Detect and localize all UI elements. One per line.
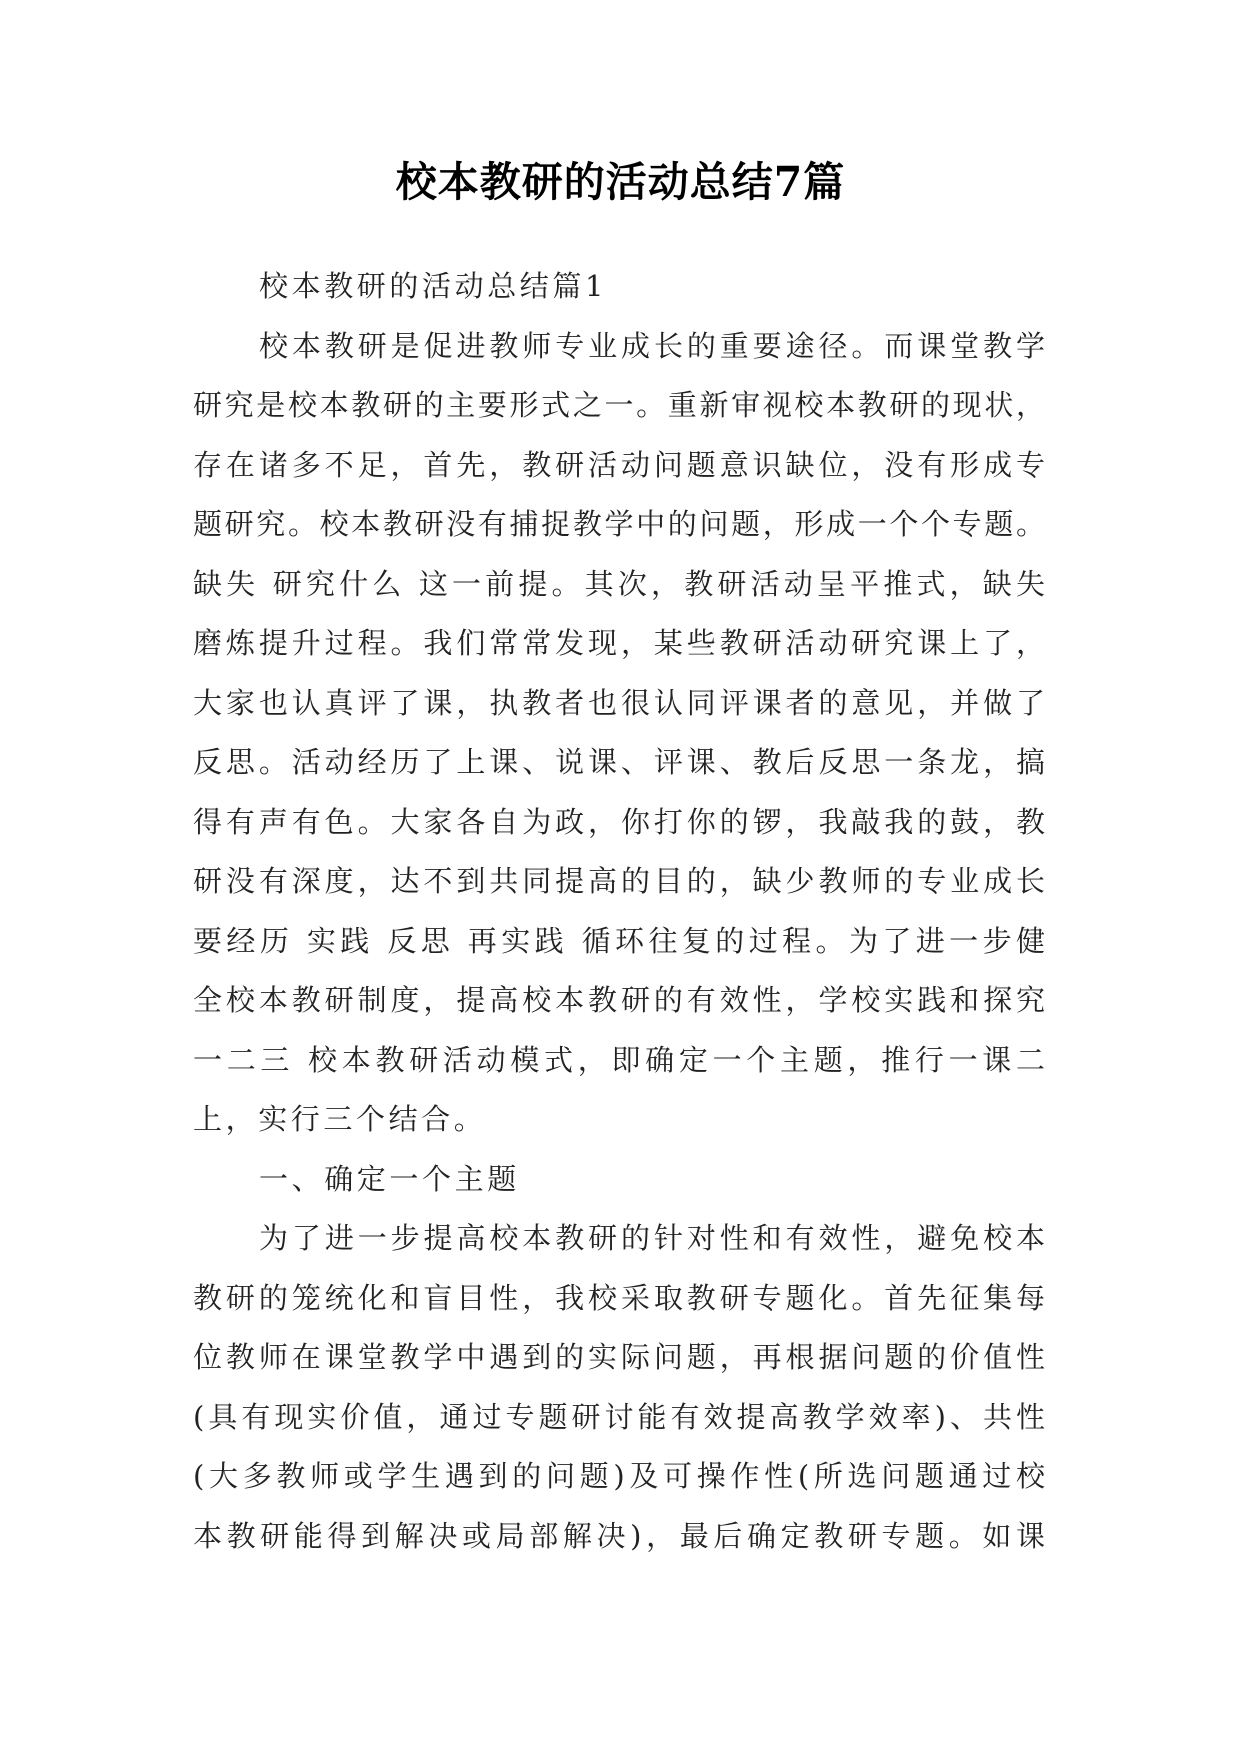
paragraph-line: 研究是校本教研的主要形式之一。重新审视校本教研的现状， [193,388,1045,422]
paragraph-line: 磨炼提升过程。我们常常发现，某些教研活动研究课上了， [193,626,1045,660]
paragraph-line: 为了进一步提高校本教研的针对性和有效性，避免校本 [259,1221,1045,1255]
paragraph-line: 一二三 校本教研活动模式，即确定一个主题，推行一课二 [193,1042,1045,1077]
paragraph-line: 要经历 实践 反思 再实践 循环往复的过程。为了进一步健 [193,923,1045,958]
paragraph-line: 研没有深度，达不到共同提高的目的，缺少教师的专业成长 [193,864,1045,898]
section-heading: 一、确定一个主题 [259,1161,520,1196]
paragraph-line: 位教师在课堂教学中遇到的实际问题，再根据问题的价值性 [193,1340,1045,1374]
paragraph-line: 教研的笼统化和盲目性，我校采取教研专题化。首先征集每 [193,1280,1045,1315]
paragraph-line: 校本教研是促进教师专业成长的重要途径。而课堂教学 [259,328,1045,363]
paragraph-line: 得有声有色。大家各自为政，你打你的锣，我敲我的鼓，教 [193,804,1045,839]
paragraph-line: 存在诸多不足，首先，教研活动问题意识缺位，没有形成专 [193,447,1045,482]
document-body [193,257,1045,1566]
paragraph-line: 题研究。校本教研没有捕捉教学中的问题，形成一个个专题。 [193,507,1045,541]
paragraph-line: (大多教师或学生遇到的问题)及可操作性(所选问题通过校 [193,1459,1045,1493]
paragraph-line: 缺失 研究什么 这一前提。其次，教研活动呈平推式，缺失 [193,566,1045,601]
paragraph-line: 本教研能得到解决或局部解决)，最后确定教研专题。如课 [193,1518,1045,1553]
paragraph-line: 上，实行三个结合。 [193,1102,487,1136]
section-heading: 校本教研的活动总结篇1 [259,269,608,303]
document-title: 校本教研的活动总结7篇 [395,158,846,206]
paragraph-line: (具有现实价值，通过专题研讨能有效提高教学效率)、共性 [193,1399,1045,1434]
paragraph-line: 反思。活动经历了上课、说课、评课、教后反思一条龙，搞 [193,745,1045,779]
paragraph-line: 全校本教研制度，提高校本教研的有效性，学校实践和探究 [193,983,1045,1017]
paragraph-line: 大家也认真评了课，执教者也很认同评课者的意见，并做了 [193,685,1045,720]
